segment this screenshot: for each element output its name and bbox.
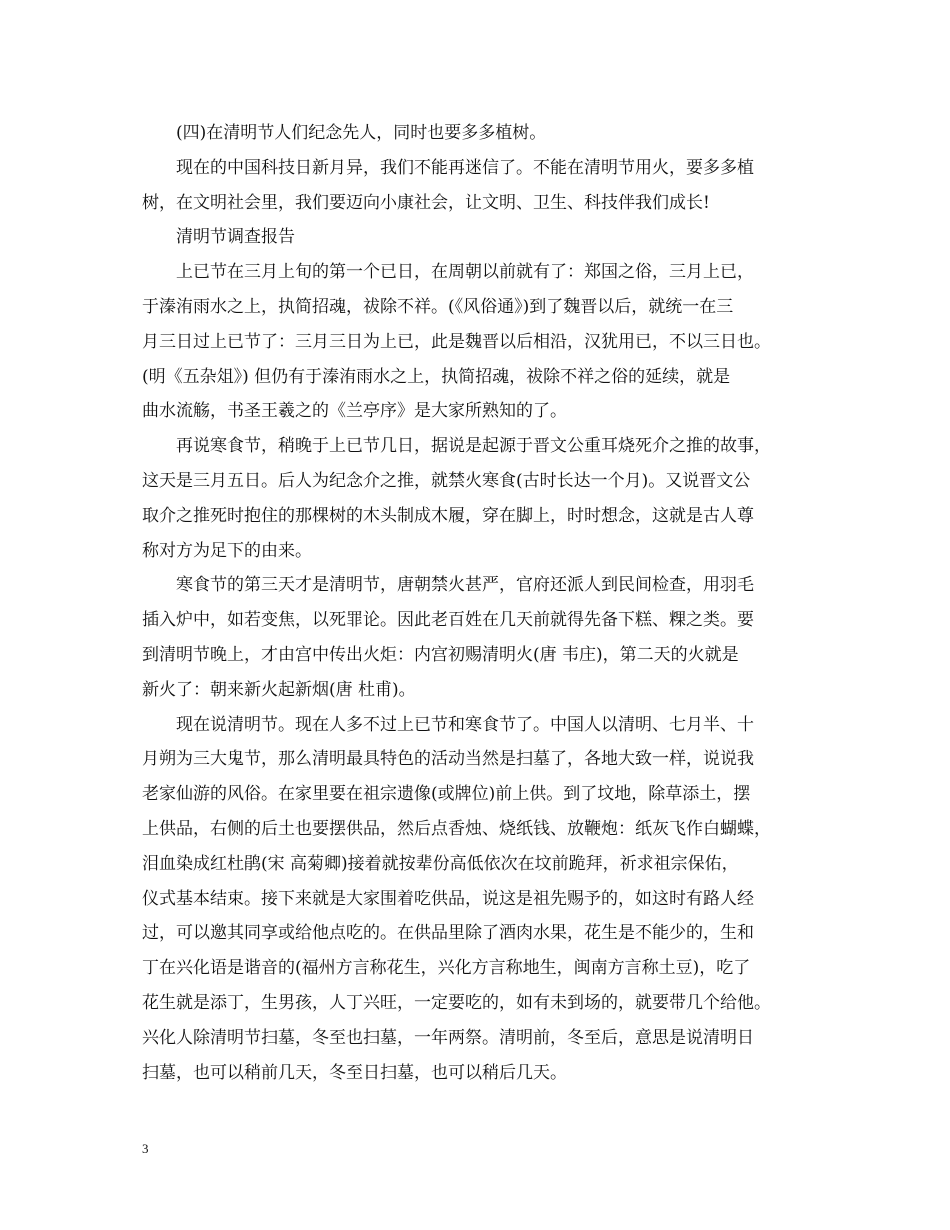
text-line: 到清明节晚上，才由宫中传出火炬：内宫初赐清明火(唐 韦庄)，第二天的火就是 [142,644,739,665]
text-line: 老家仙游的风俗。在家里要在祖宗遗像(或牌位)前上供。到了坟地，除草添土，摆 [142,784,751,805]
text-line: 寒食节的第三天才是清明节，唐朝禁火甚严，官府还派人到民间检查，用羽毛 [176,575,754,596]
text-line: 花生就是添丁，生男孩，人丁兴旺，一定要吃的，如有未到场的，就要带几个给他。 [142,992,771,1013]
text-line: 曲水流觞，书圣王羲之的《兰亭序》是大家所熟知的了。 [142,401,567,422]
text-line: (四)在清明节人们纪念先人，同时也要多多植树。 [176,123,547,143]
text-line: 仪式基本结束。接下来就是大家围着吃供品，说这是祖先赐予的，如这时有路人经 [142,888,754,909]
text-line: 取介之推死时抱住的那棵树的木头制成木履，穿在脚上，时时想念，这就是古人尊 [142,505,754,526]
text-line: 称对方为足下的由来。 [142,540,312,561]
text-line: 泪血染成红杜鹃(宋 高菊卿)接着就按辈份高低依次在坟前跪拜，祈求祖宗保佑， [142,853,739,874]
text-line: 树，在文明社会里，我们要迈向小康社会，让文明、卫生、科技伴我们成长! [142,192,710,213]
text-line: 再说寒食节，稍晚于上已节几日，据说是起源于晋文公重耳烧死介之推的故事， [176,436,771,457]
text-line: 现在说清明节。现在人多不过上已节和寒食节了。中国人以清明、七月半、十 [176,714,754,735]
text-line: 这天是三月五日。后人为纪念介之推，就禁火寒食(古时长达一个月)。又说晋文公 [142,470,751,491]
text-line: (明《五杂俎》) 但仍有于溱洧雨水之上，执简招魂，祓除不祥之俗的延续，就是 [142,366,731,387]
text-line: 扫墓，也可以稍前几天，冬至日扫墓，也可以稍后几天。 [142,1062,567,1083]
text-line: 插入炉中，如若变焦，以死罪论。因此老百姓在几天前就得先备下糕、粿之类。要 [142,610,754,631]
text-line: 于溱洧雨水之上，执简招魂，祓除不祥。(《风俗通》)到了魏晋以后，就统一在三 [142,296,734,317]
text-line: 上供品，右侧的后土也要摆供品，然后点香烛、烧纸钱、放鞭炮：纸灰飞作白蝴蝶， [142,818,771,839]
text-line: 月三日过上已节了：三月三日为上已，此是魏晋以后相沿，汉犹用已，不以三日也。 [142,331,771,352]
text-line: 现在的中国科技日新月异，我们不能再迷信了。不能在清明节用火，要多多植 [176,157,754,178]
text-line: 丁在兴化语是谐音的(福州方言称花生，兴化方言称地生，闽南方言称土豆)，吃了 [142,958,751,979]
page-number: 3 [142,1141,149,1156]
text-line: 兴化人除清明节扫墓，冬至也扫墓，一年两祭。清明前，冬至后，意思是说清明日 [142,1027,754,1048]
text-line: 月朔为三大鬼节，那么清明最具特色的活动当然是扫墓了，各地大致一样，说说我 [142,749,754,770]
text-line: 上已节在三月上旬的第一个已日，在周朝以前就有了：郑国之俗，三月上已， [176,262,754,283]
text-line: 新火了：朝来新火起新烟(唐 杜甫)。 [142,679,416,700]
text-line: 清明节调查报告 [176,227,295,248]
text-line: 过，可以邀其同享或给他点吃的。在供品里除了酒肉水果，花生是不能少的，生和 [142,923,754,944]
document-body [142,116,814,1090]
